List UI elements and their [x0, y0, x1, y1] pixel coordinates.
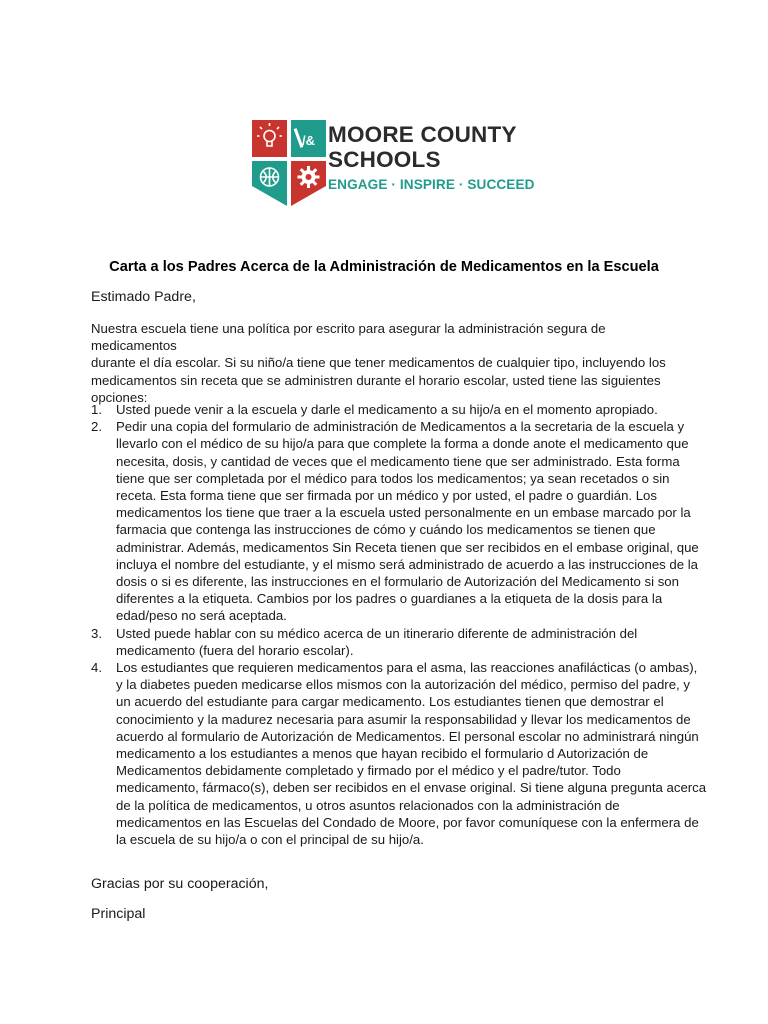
intro-line: Nuestra escuela tiene una política por escrito para asegurar la administración segura de medicamentos	[91, 321, 606, 354]
options-list	[91, 401, 707, 848]
intro-line: durante el día escolar. Si su niño/a tiene que tener medicamentos de cualquier tipo, incluyendo los	[91, 355, 666, 371]
logo-tagline: ENGAGE · INSPIRE · SUCCEED	[328, 177, 535, 192]
option-item-4	[91, 659, 707, 848]
gear-icon	[298, 166, 320, 188]
option-text-line: llevarlo con el médico de su hijo/a para que complete la forma a donde anote el medicamento que	[116, 436, 689, 452]
option-item-1	[91, 401, 701, 418]
option-text-line: medicamento a los estudiantes a menos que hayan recibido el formulario d Autorización de	[116, 746, 649, 762]
option-text-line: la escuela de su hijo/a o con el principal de su hijo/a.	[116, 832, 424, 848]
option-text-line: medicamento, fármaco(s), deben ser recibidos en el envase original. Si tiene alguna pregunta acerca	[116, 780, 707, 796]
logo-title-line1: MOORE COUNTY	[328, 122, 517, 147]
closing-text: Gracias por su cooperación,	[91, 876, 269, 892]
option-number: 2.	[91, 419, 102, 435]
option-text-line: Los estudiantes que requieren medicamentos para el asma, las reacciones anafilácticas (o ambas),	[116, 660, 698, 676]
option-text-line: medicamento (fuera del horario escolar).	[116, 642, 354, 658]
logo-title-line2: SCHOOLS	[328, 147, 441, 172]
option-text-line: de la política de medicamentos, u otros asuntos relacionados con la administración de	[116, 797, 620, 813]
option-text-line: acuerdo al formulario de Autorización de Medicamentos. El personal escolar no administrará ningún	[116, 728, 699, 744]
option-text-line: Usted puede hablar con su médico acerca de un itinerario diferente de administración del	[116, 625, 638, 641]
option-text-line: Medicamentos debidamente completado y firmado por el médico y el padre/tutor. Todo	[116, 763, 621, 779]
option-text-line: diferentes a la etiqueta. Cambios por los padres o guardianes a la etiqueta de la dosis para la	[116, 591, 663, 607]
option-number: 4.	[91, 660, 102, 676]
basketball-icon	[261, 168, 279, 186]
option-text-line: conocimiento y la madurez necesaria para asumir la responsabilidad y llevar los medicamentos de	[116, 711, 691, 727]
intro-line: medicamentos sin receta que se administren durante el horario escolar, usted tiene las siguientes	[91, 372, 661, 388]
option-text-line: incluya el nombre del estudiante, y el mismo será administrado de acuerdo a las instrucciones de la	[116, 556, 699, 572]
option-number: 1.	[91, 402, 102, 417]
option-text-line: y la diabetes pueden medicarse ellos mismos con la autorización del médico, permiso del padre, y	[116, 677, 690, 693]
shield-emblem	[252, 120, 326, 210]
svg-text:/&: /&	[302, 133, 315, 148]
option-text-line: medicamentos en las Escuelas del Condado de Moore, por favor comuníquese con la enfermera de	[116, 814, 699, 830]
option-text-line: farmacia que contenga las instrucciones de cómo y cuándo los medicamentos se tienen que	[116, 522, 656, 538]
option-text-line: dosis o si es diferente, las instrucciones en el formulario de Autorización del Medicamento si son	[116, 574, 679, 590]
option-text-line: medicamentos los tiene que traer a la escuela usted personalmente en un embase marcado por la	[116, 505, 691, 521]
intro-line: opciones:	[91, 389, 148, 405]
letter-greeting: Estimado Padre,	[91, 289, 196, 305]
option-text-line: un acuerdo del estudiante para cargar medicamento. Los estudiantes tienen que demostrar el	[116, 694, 664, 710]
signature-title: Principal	[91, 906, 146, 922]
option-item-3	[91, 625, 701, 659]
school-logo	[244, 98, 544, 238]
letter-title: Carta a los Padres Acerca de la Administración de Medicamentos en la Escuela	[109, 259, 659, 275]
option-text-line: Usted puede venir a la escuela y darle el medicamento a su hijo/a en el momento apropiado.	[116, 402, 658, 417]
option-text-line: administrar. Además, medicamentos Sin Receta tienen que ser recibidos en el embase original, que	[116, 539, 699, 555]
option-text-line: Pedir una copia del formulario de administración de Medicamentos a la secretaria de la escuela y	[116, 419, 685, 435]
option-text-line: tiene que ser completada por el médico para todos los medicamentos; ya sean recetados o sin	[116, 470, 670, 486]
option-text-line: necesita, dosis, y cantidad de veces que el medicamento tiene que ser administrado. Esta forma	[116, 453, 680, 469]
option-text-line: receta. Esta forma tiene que ser firmada por un médico y por usted, el padre o guardián. Los	[116, 488, 657, 504]
intro-paragraph	[91, 320, 691, 406]
option-text-line: edad/peso no será aceptada.	[116, 608, 287, 624]
option-number: 3.	[91, 625, 102, 641]
option-item-2	[91, 418, 701, 624]
